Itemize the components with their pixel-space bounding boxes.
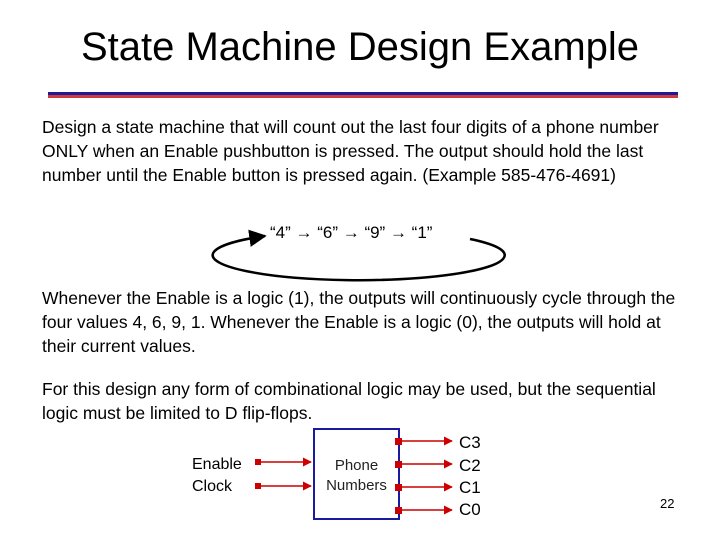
slide-number: 22 [660, 496, 675, 511]
input-arrow-enable [255, 459, 311, 465]
input-arrow-clock [255, 483, 311, 489]
input-label-clock: Clock [192, 478, 233, 495]
output-arrow-c1 [395, 484, 452, 491]
output-arrow-c0 [395, 507, 452, 514]
paragraph-intro: Design a state machine that will count out the last four digits of a phone number ONLY when an Enable pushbutton is pressed. The output should hold the last number until the Enable button is pressed again. (Example 585-476-4691) [42, 117, 659, 185]
slide-title: State Machine Design Example [80, 25, 640, 69]
output-label-c2: C2 [459, 456, 481, 475]
output-arrow-c3 [395, 438, 452, 445]
box-label-numbers: Numbers [326, 477, 387, 494]
output-label-c3: C3 [459, 433, 481, 452]
output-label-c0: C0 [459, 500, 481, 519]
input-label-enable: Enable [192, 456, 242, 473]
paragraph-constraint: For this design any form of combinational logic may be used, but the sequential logic must be limited to D flip-flops. [42, 379, 656, 423]
output-arrow-c2 [395, 461, 452, 468]
box-label-phone: Phone [334, 457, 379, 474]
paragraph-behavior: Whenever the Enable is a logic (1), the outputs will continuously cycle through the four values 4, 6, 9, 1. Whenever the Enable is a logic (0), the outputs will hold at their current values. [42, 288, 676, 356]
output-label-c1: C1 [459, 478, 481, 497]
sequence-label: “4” → “6” → “9” → “1” [270, 223, 433, 242]
